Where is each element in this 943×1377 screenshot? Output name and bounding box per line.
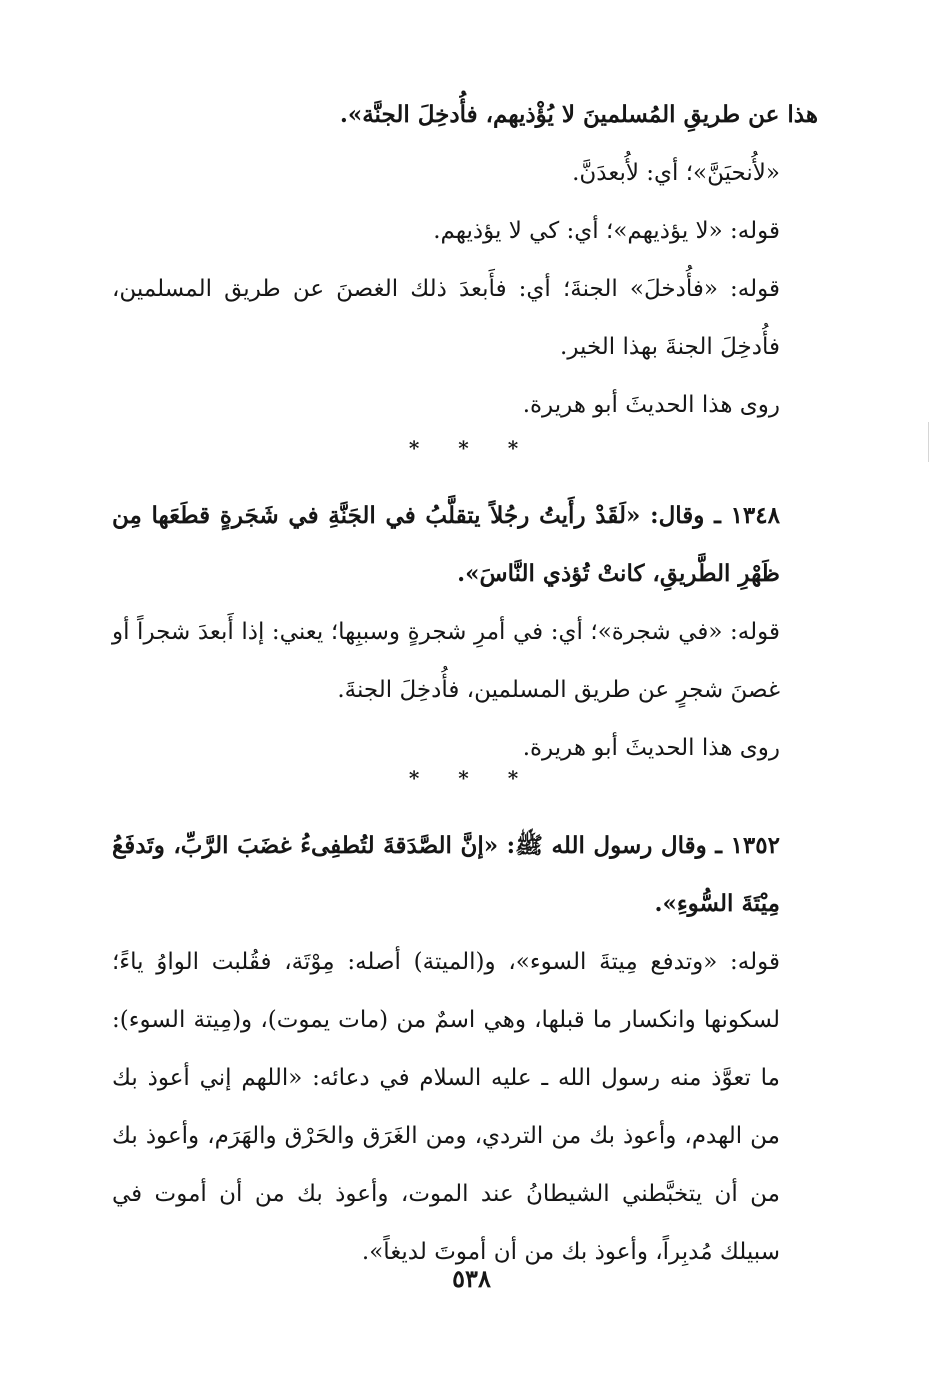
narrator-line: روى هذا الحديثَ أبو هريرة.: [522, 392, 780, 418]
section-1: [112, 86, 818, 434]
page-number: ٥٣٨: [452, 1264, 491, 1293]
section-divider: * * *: [408, 766, 535, 790]
section-3: [112, 817, 818, 1281]
commentary-paragraph: قوله: «في شجرة»؛ أي: في أمرِ شجرةٍ وسببِها؛ يعني: إذا أَبعدَ شجراً أو غصنَ شجرٍ عن طريق المسلمين، فأُدخِلَ الجنةَ.: [112, 619, 780, 703]
section-2: [112, 487, 818, 777]
commentary-line: قوله: «لا يؤذيهم»؛ أي: كي لا يؤذيهم.: [433, 218, 780, 244]
scan-edge-mark: [928, 422, 929, 462]
commentary-paragraph: قوله: «وتدفع مِيتةَ السوء»، و(الميتة) أصله: مِوْتَة، فقُلبت الواوُ ياءً؛ لسكونها وانكسار ما قبلها، وهي اسمٌ من (مات يموت)، و(مِيتة السوء): ما تعوَّذ منه رسول الله ـ عليه السلام في دعائه: «اللهم إني أعوذ بك من الهدم، وأعوذ بك من التردي، ومن الغَرَق والحَرْق والهَرَم، وأعوذ بك من أن يتخبَّطني الشيطانُ عند الموت، وأعوذ بك من أن أموت في سبيلك مُدبِراً، وأعوذ بك من أن أموتَ لديغاً».: [112, 949, 780, 1265]
hadith-text: ١٣٥٢ ـ وقال رسول الله ﷺ: «إنَّ الصَّدَقةَ لتُطفِىءُ غضَبَ الرَّبِّ، وتَدفَعُ مِيْتَةَ السُّوءِ».: [112, 832, 780, 917]
hadith-text: ١٣٤٨ ـ وقال: «لَقَدْ رأَيتُ رجُلاً يتقلَّبُ في الجَنَّةِ في شَجَرةٍ قطَعَها مِن ظَهْرِ الطَّريقِ، كانتْ تُؤذي النَّاسَ».: [112, 502, 780, 587]
narrator-line: روى هذا الحديثَ أبو هريرة.: [522, 735, 780, 761]
commentary-paragraph: قوله: «فأُدخلَ» الجنةَ؛ أي: فأَبعدَ ذلك الغصنَ عن طريق المسلمين، فأُدخِلَ الجنةَ بهذا الخير.: [112, 276, 780, 360]
section-divider: * * *: [408, 436, 535, 460]
hadith-continuation: هذا عن طريقِ المُسلمينَ لا يُؤْذيهم، فأُدخِلَ الجنَّة».: [339, 101, 818, 128]
word-explanation: «لأُنحيَنَّ»؛ أي: لأُبعدَنَّ.: [572, 160, 780, 186]
